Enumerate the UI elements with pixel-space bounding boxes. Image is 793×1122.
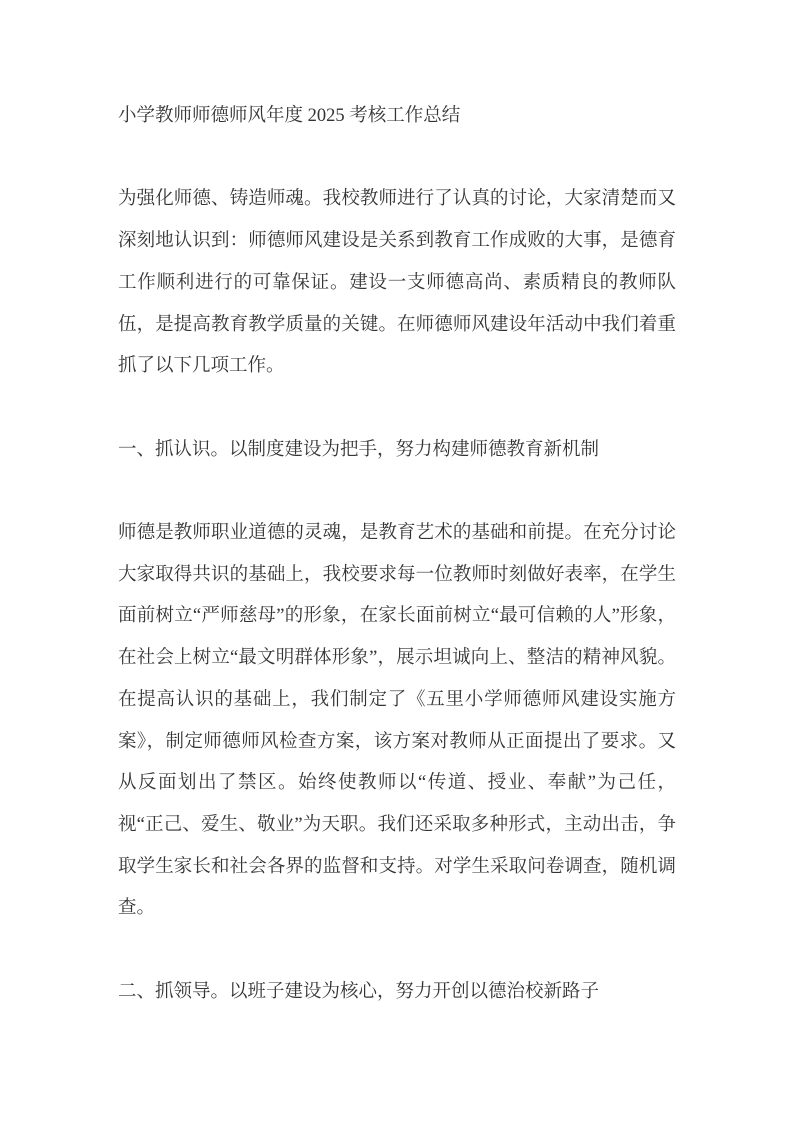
- document-title: 小学教师师德师风年度 2025 考核工作总结: [118, 106, 461, 126]
- section-heading-2: 二、抓领导。以班子建设为核心，努力开创以德治校新路子: [118, 981, 600, 1002]
- paragraph-section-1: 师德是教师职业道德的灵魂，是教育艺术的基础和前提。在充分讨论大家取得共识的基础上，我校要求每一位教师时刻做好表率，在学生面前树立“严师慈母”的形象，在家长面前树立“最可信赖的人”形象，在社会上树立“最文明群体形象”，展示坦诚向上、整洁的精神风貌。在提高认识的基础上，我们制定了《五里小学师德师风建设实施方案》，制定师德师风检查方案，该方案对教师从正面提出了要求。又从反面划出了禁区。始终使教师以“传道、授业、奉献”为己任，视“正己、爱生、敬业”为天职。我们还采取多种形式，主动出击，争取学生家长和社会各界的监督和支持。对学生采取问卷调查，随机调查。: [118, 522, 676, 919]
- paragraph-intro: 为强化师德、铸造师魂。我校教师进行了认真的讨论，大家清楚而又深刻地认识到：师德师风建设是关系到教育工作成败的大事，是德育工作顺利进行的可靠保证。建设一支师德高尚、素质精良的教师队伍，是提高教育教学质量的关键。在师德师风建设年活动中我们着重抓了以下几项工作。: [118, 189, 676, 377]
- section-heading-1: 一、抓认识。以制度建设为把手，努力构建师德教育新机制: [118, 439, 600, 460]
